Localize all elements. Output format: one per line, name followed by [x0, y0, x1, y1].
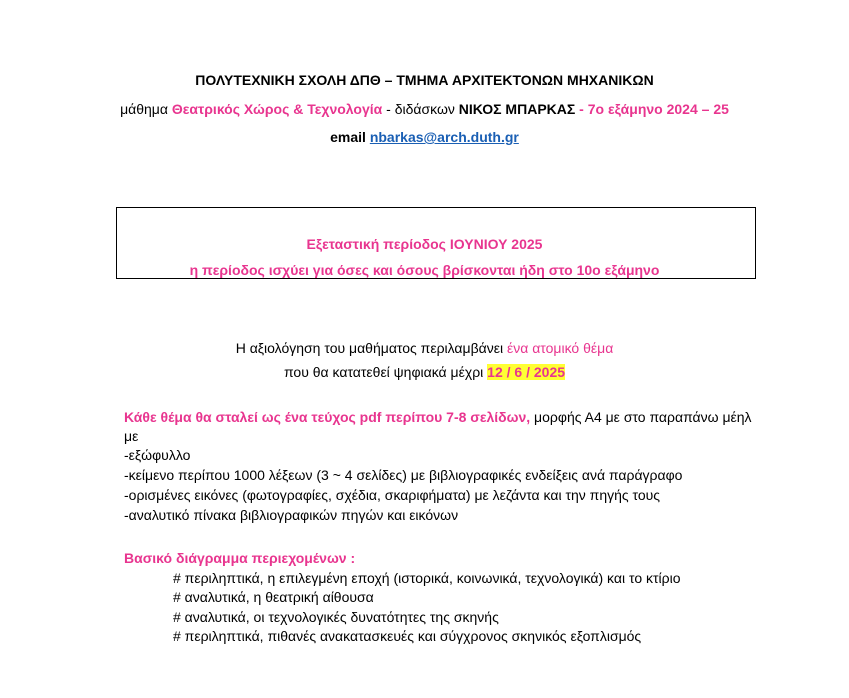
exam-period-title: Εξεταστική περίοδος ΙΟΥΝΙΟΥ 2025 [306, 236, 543, 252]
document-title: ΠΟΛΥΤΕΧΝΙΚΗ ΣΧΟΛΗ ΔΠΘ – ΤΜΗΜΑ ΑΡΧΙΤΕΚΤΟΝΩΝ ΜΗΧΑΝΙΚΩΝ [195, 72, 654, 88]
outline-heading: Βασικό διάγραμμα περιεχομένων : [124, 550, 356, 566]
course-line [0, 101, 849, 117]
deadline-highlight: 12 / 6 / 2025 [487, 364, 566, 380]
list-item: -ορισμένες εικόνες (φωτογραφίες, σχέδια, σκαριφήματα) με λεζάντα και την πηγής τους [124, 487, 661, 503]
submission-wrap: με [124, 428, 139, 444]
outline-item: # περιληπτικά, η επιλεγμένη εποχή (ιστορικά, κοινωνικά, τεχνολογικά) και το κτίριο [173, 570, 681, 586]
course-prefix: μάθημα [120, 101, 172, 117]
email-line [0, 129, 849, 145]
evaluation-emphasis: ένα ατομικό θέμα [506, 340, 614, 356]
course-name: Θεατρικός Χώρος & Τεχνολογία [171, 101, 383, 117]
submission-emphasis: Κάθε θέμα θα σταλεί ως ένα τεύχος pdf περίπου 7-8 σελίδων, [124, 409, 531, 425]
submission-rest: μορφής Α4 με στο παραπάνω μέηλ [530, 409, 752, 425]
deadline-prefix: που θα κατατεθεί ψηφιακά μέχρι [283, 364, 488, 380]
instructor-name: ΝΙΚΟΣ ΜΠΑΡΚΑΣ [458, 101, 576, 117]
outline-item: # περιληπτικά, πιθανές ανακατασκευές και σύγχρονος σκηνικός εξοπλισμός [173, 628, 642, 644]
evaluation-line-1 [0, 340, 849, 356]
list-item: -αναλυτικό πίνακα βιβλιογραφικών πηγών και εικόνων [124, 507, 459, 523]
list-item: -κείμενο περίπου 1000 λέξεων (3 ~ 4 σελίδες) με βιβλιογραφικές ενδείξεις ανά παράγραφο [124, 467, 683, 483]
semester: - 7ο εξάμηνο 2024 – 25 [575, 101, 729, 117]
outline-item: # αναλυτικά, η θεατρική αίθουσα [173, 589, 374, 605]
evaluation-line-2 [0, 364, 849, 380]
email-label: email [330, 129, 370, 145]
outline-item: # αναλυτικά, οι τεχνολογικές δυνατότητες της σκηνής [173, 609, 499, 625]
instructor-prefix: - διδάσκων [382, 101, 459, 117]
email-link[interactable]: nbarkas@arch.duth.gr [369, 129, 519, 145]
submission-lead [124, 409, 752, 425]
exam-period-note: η περίοδος ισχύει για όσες και όσους βρίσκονται ήδη στο 10ο εξάμηνο [189, 262, 660, 278]
list-item: -εξώφυλλο [124, 447, 191, 463]
evaluation-prefix: Η αξιολόγηση του μαθήματος περιλαμβάνει [235, 340, 507, 356]
